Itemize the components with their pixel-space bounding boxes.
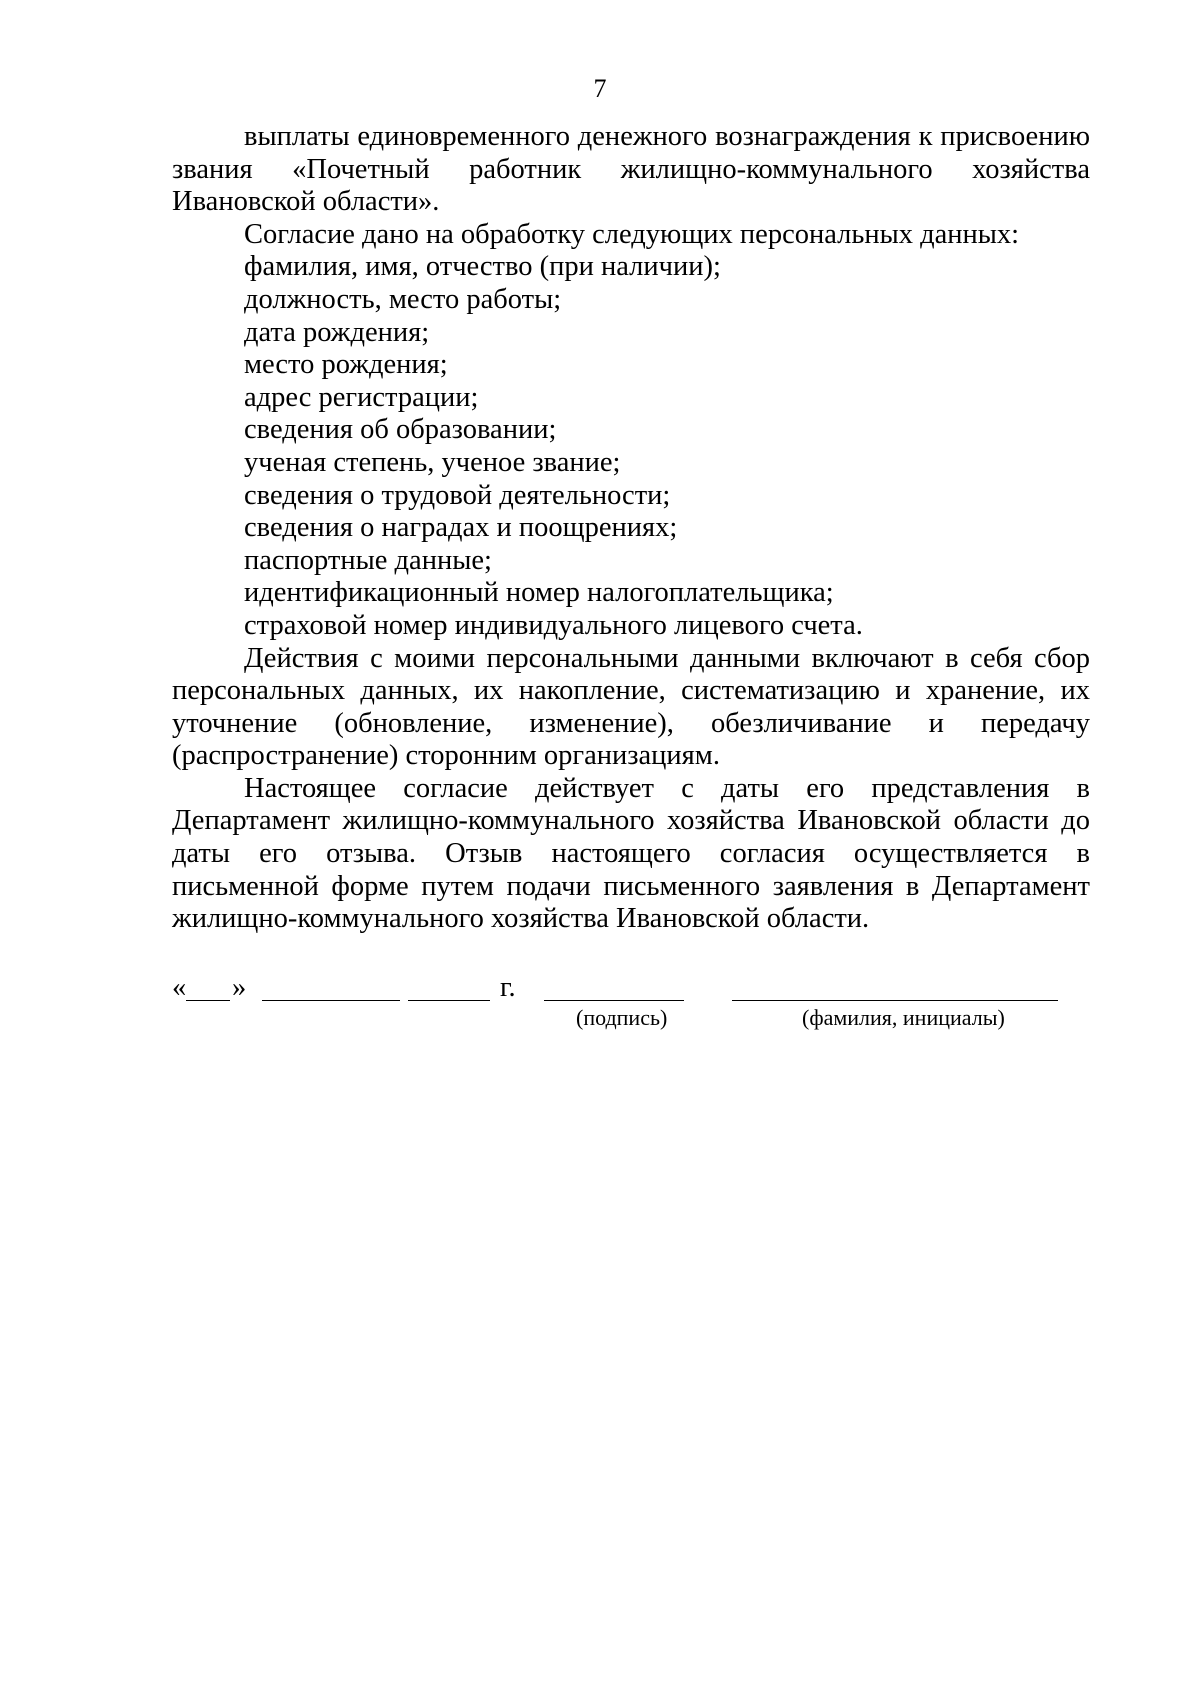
list-item: фамилия, имя, отчество (при наличии); bbox=[244, 251, 721, 283]
name-caption: (фамилия, инициалы) bbox=[802, 1005, 1005, 1030]
page-number: 7 bbox=[593, 74, 607, 103]
name-blank-line bbox=[732, 1000, 1058, 1001]
list-item: паспортные данные; bbox=[244, 544, 492, 576]
quote-open: « bbox=[172, 972, 187, 1003]
paragraph-actions: Действия с моими персональными данными включают в себя сбор персональных данных, их накопление, систематизацию и хранение, их уточнение (обновление, изменение), обезличивание и передачу (распространение) сторонним организациям. bbox=[172, 642, 1090, 772]
year-blank-line bbox=[408, 1000, 490, 1001]
list-item: сведения об образовании; bbox=[244, 414, 557, 446]
paragraph-validity: Настоящее согласие действует с даты его представления в Департамент жилищно-коммунального хозяйства Ивановской области до даты его отзыва. Отзыв настоящего согласия осуществляется в письменной форме путем подачи письменного заявления в Департамент жилищно-коммунального хозяйства Ивановской области. bbox=[172, 772, 1090, 935]
list-item: адрес регистрации; bbox=[244, 381, 479, 413]
list-item: дата рождения; bbox=[244, 316, 430, 348]
month-blank-line bbox=[262, 1000, 400, 1001]
signature-blank-line bbox=[544, 1000, 684, 1001]
list-item: сведения о наградах и поощрениях; bbox=[244, 512, 678, 544]
quote-close: » bbox=[232, 972, 247, 1003]
day-blank-line bbox=[186, 1000, 230, 1001]
paragraph-intro: выплаты единовременного денежного вознаграждения к присвоению звания «Почетный работник жилищно-коммунального хозяйства Ивановской области». bbox=[172, 121, 1090, 218]
list-item: страховой номер индивидуального лицевого счета. bbox=[244, 609, 863, 641]
signature-block bbox=[172, 972, 1090, 1042]
year-suffix: г. bbox=[500, 972, 516, 1003]
list-item: должность, место работы; bbox=[244, 283, 562, 315]
signature-caption: (подпись) bbox=[576, 1005, 668, 1030]
list-item: ученая степень, ученое звание; bbox=[244, 446, 621, 478]
list-item: место рождения; bbox=[244, 349, 448, 381]
list-item: сведения о трудовой деятельности; bbox=[244, 479, 671, 511]
list-item: идентификационный номер налогоплательщика; bbox=[244, 577, 834, 609]
paragraph-consent-scope: Согласие дано на обработку следующих персональных данных: bbox=[244, 218, 1020, 250]
document-body bbox=[172, 121, 1090, 936]
